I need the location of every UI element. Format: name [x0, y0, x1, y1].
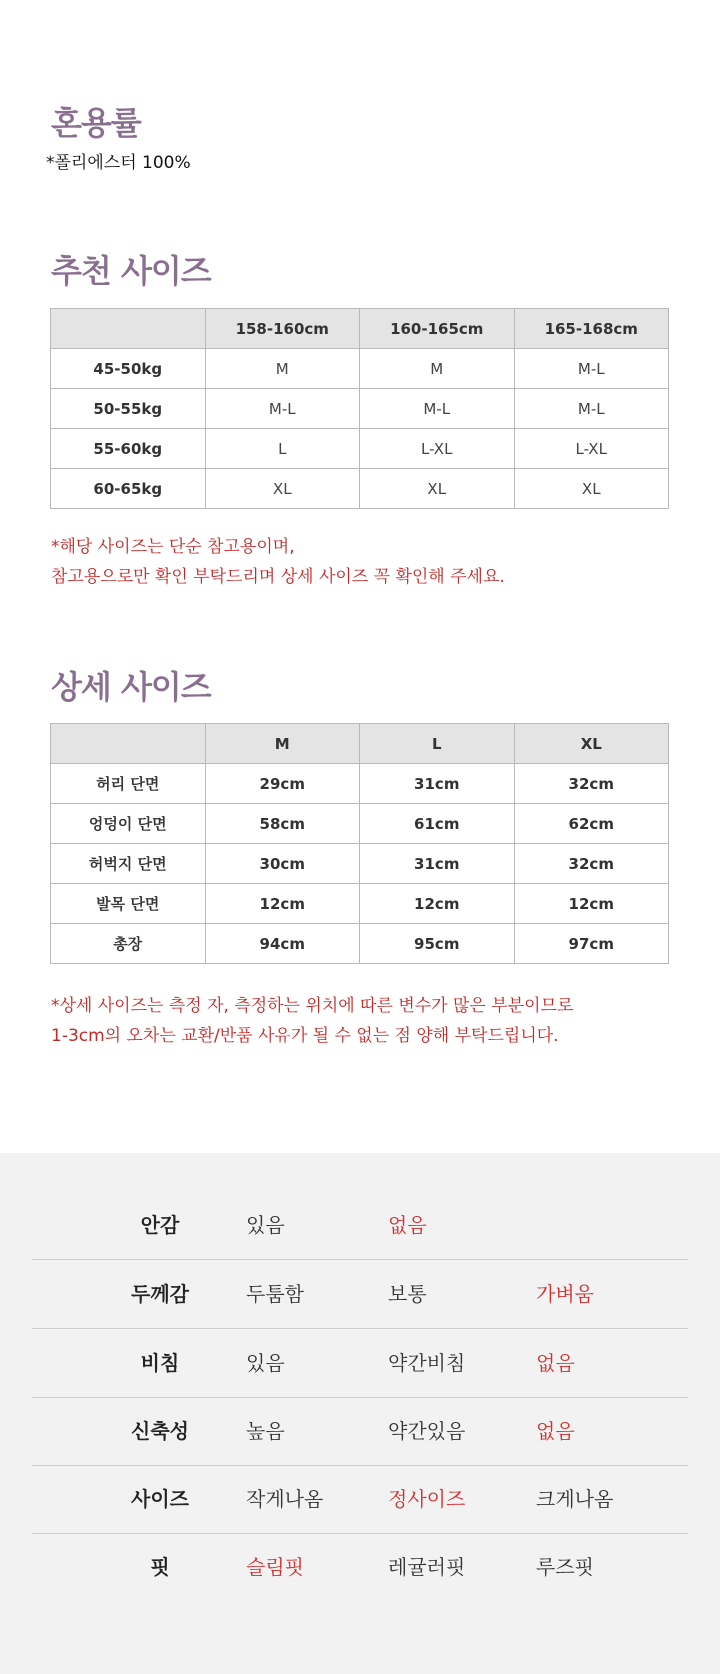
fabric-title: 혼용률: [51, 104, 141, 142]
property-row-thickness: [32, 1260, 688, 1329]
table-cell: 30cm: [205, 844, 360, 884]
property-row-stretch: [32, 1397, 688, 1466]
property-option: 높음: [246, 1419, 285, 1443]
table-row: [51, 389, 669, 429]
table-header-cell: M: [205, 724, 360, 764]
table-cell: L-XL: [360, 429, 515, 469]
table-header-cell: XL: [514, 724, 669, 764]
table-cell: 29cm: [205, 764, 360, 804]
note-line: 참고용으로만 확인 부탁드리며 상세 사이즈 꼭 확인해 주세요.: [51, 567, 505, 587]
row-label: 50-55kg: [51, 389, 206, 429]
property-option: 없음: [536, 1351, 575, 1375]
table-header-cell: 165-168cm: [514, 309, 669, 349]
property-row-lining: [32, 1191, 688, 1260]
row-label: 허리 단면: [51, 764, 206, 804]
note-line: *해당 사이즈는 단순 참고용이며,: [51, 537, 295, 557]
table-cell: L: [205, 429, 360, 469]
table-row: [51, 844, 669, 884]
table-header-cell: [51, 724, 206, 764]
row-label: 엉덩이 단면: [51, 804, 206, 844]
table-cell: 12cm: [205, 884, 360, 924]
table-row: [51, 804, 669, 844]
property-row-fit: [32, 1533, 688, 1601]
table-cell: L-XL: [514, 429, 669, 469]
table-cell: 61cm: [360, 804, 515, 844]
table-cell: 32cm: [514, 764, 669, 804]
table-row: [51, 429, 669, 469]
row-label: 60-65kg: [51, 469, 206, 509]
recommended-size-title: 추천 사이즈: [51, 252, 211, 290]
detail-size-note: [51, 991, 573, 1051]
property-option: 있음: [246, 1351, 285, 1375]
table-cell: 31cm: [360, 764, 515, 804]
table-cell: M-L: [360, 389, 515, 429]
table-cell: 12cm: [360, 884, 515, 924]
property-option: 레귤러핏: [388, 1555, 466, 1579]
table-cell: XL: [360, 469, 515, 509]
table-cell: 12cm: [514, 884, 669, 924]
row-label: 55-60kg: [51, 429, 206, 469]
row-label: 발목 단면: [51, 884, 206, 924]
detail-size-table: [50, 723, 669, 964]
table-row: [51, 884, 669, 924]
table-cell: 32cm: [514, 844, 669, 884]
table-header-cell: 158-160cm: [205, 309, 360, 349]
table-cell: XL: [514, 469, 669, 509]
property-label: 두께감: [131, 1282, 189, 1306]
note-line: *상세 사이즈는 측정 자, 측정하는 위치에 따른 변수가 많은 부분이므로: [51, 996, 574, 1016]
table-row: [51, 924, 669, 964]
property-option: 있음: [246, 1213, 285, 1237]
detail-size-title: 상세 사이즈: [51, 668, 211, 706]
table-header-cell: L: [360, 724, 515, 764]
property-label: 신축성: [131, 1419, 189, 1443]
property-label: 사이즈: [131, 1487, 189, 1511]
recommended-size-table: [50, 308, 669, 509]
table-cell: 94cm: [205, 924, 360, 964]
product-properties-panel: [0, 1153, 720, 1674]
row-label: 45-50kg: [51, 349, 206, 389]
property-option: 없음: [536, 1419, 575, 1443]
table-header-row: [51, 309, 669, 349]
property-option: 루즈핏: [536, 1555, 594, 1579]
property-option: 없음: [388, 1213, 427, 1237]
table-cell: XL: [205, 469, 360, 509]
row-label: 총장: [51, 924, 206, 964]
property-label: 안감: [140, 1213, 180, 1237]
property-option: 약간있음: [388, 1419, 466, 1443]
table-cell: 58cm: [205, 804, 360, 844]
property-option: 슬림핏: [246, 1555, 304, 1579]
property-option: 정사이즈: [388, 1487, 466, 1511]
property-option: 가벼움: [536, 1282, 594, 1306]
table-cell: M: [360, 349, 515, 389]
table-row: [51, 349, 669, 389]
property-option: 크게나옴: [536, 1487, 614, 1511]
recommended-size-note: [51, 532, 505, 592]
table-row: [51, 764, 669, 804]
property-option: 보통: [388, 1282, 427, 1306]
property-option: 작게나옴: [246, 1487, 324, 1511]
property-option: 두툼함: [246, 1282, 304, 1306]
table-cell: 31cm: [360, 844, 515, 884]
table-header-row: [51, 724, 669, 764]
property-row-size: [32, 1465, 688, 1534]
property-label: 비침: [140, 1351, 180, 1375]
row-label: 허벅지 단면: [51, 844, 206, 884]
table-cell: M: [205, 349, 360, 389]
table-cell: M-L: [205, 389, 360, 429]
table-header-cell: 160-165cm: [360, 309, 515, 349]
property-label: 핏: [150, 1555, 170, 1579]
table-cell: M-L: [514, 389, 669, 429]
fabric-composition: *폴리에스터 100%: [46, 153, 191, 173]
table-row: [51, 469, 669, 509]
property-row-sheerness: [32, 1329, 688, 1398]
table-cell: M-L: [514, 349, 669, 389]
table-cell: 97cm: [514, 924, 669, 964]
table-cell: 95cm: [360, 924, 515, 964]
table-header-cell: [51, 309, 206, 349]
property-option: 약간비침: [388, 1351, 466, 1375]
note-line: 1-3cm의 오차는 교환/반품 사유가 될 수 없는 점 양해 부탁드립니다.: [51, 1026, 559, 1046]
table-cell: 62cm: [514, 804, 669, 844]
